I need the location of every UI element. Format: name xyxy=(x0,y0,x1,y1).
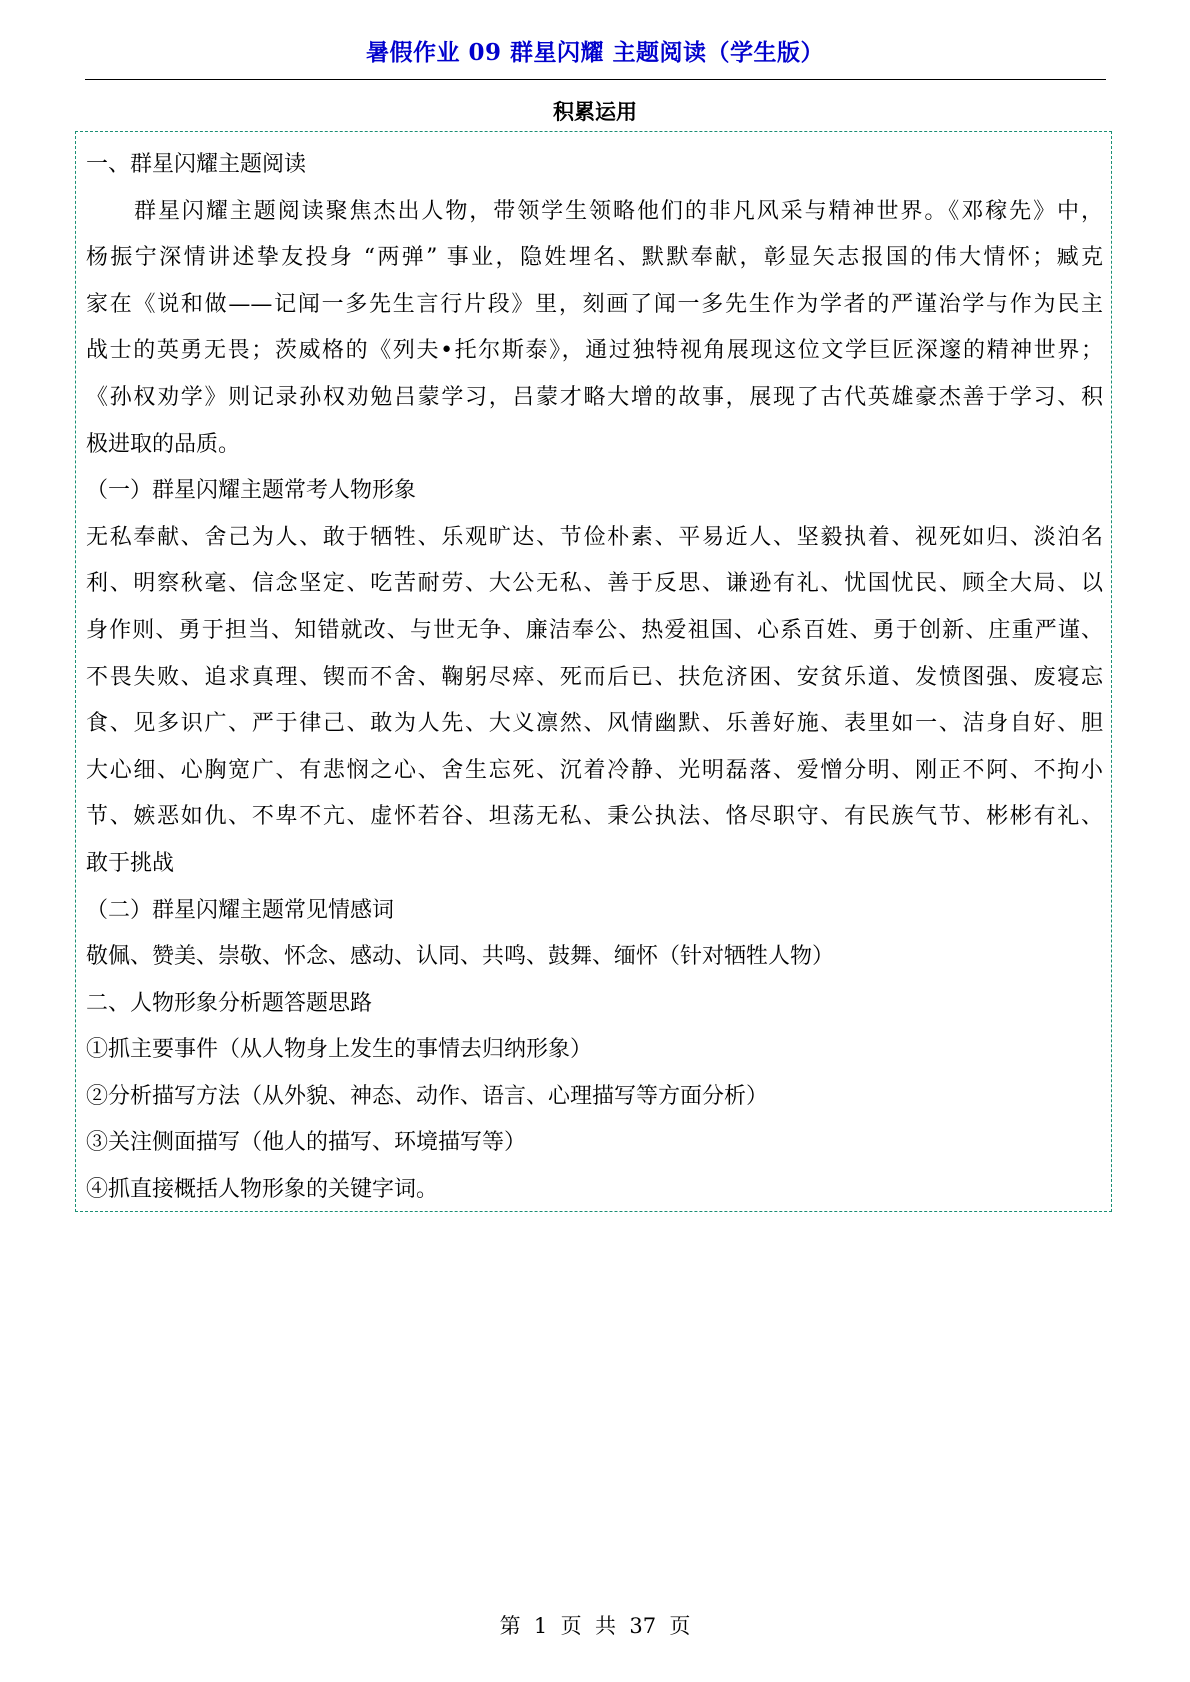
traits-line: 不畏失败、追求真理、锲而不舍、鞠躬尽瘁、死而后已、扶危济困、安贫乐道、发愤图强、废寝忘 xyxy=(86,664,1103,690)
content-box xyxy=(75,131,1112,1212)
traits-line: 利、明察秋毫、信念坚定、吃苦耐劳、大公无私、善于反思、谦逊有礼、忧国忧民、顾全大局、以 xyxy=(86,571,1103,597)
document-header-title: 暑假作业 09 群星闪耀 主题阅读（学生版） xyxy=(365,39,825,66)
intro-line: 群星闪耀主题阅读聚焦杰出人物，带领学生领略他们的非凡风采与精神世界。《邓稼先》中， xyxy=(134,198,1103,224)
step-item: ④抓直接概括人物形象的关键字词。 xyxy=(86,1177,439,1203)
emotion-words: 敬佩、赞美、崇敬、怀念、感动、认同、共鸣、鼓舞、缅怀（针对牺牲人物） xyxy=(86,944,835,970)
page-number-footer: 第 1 页 共 37 页 xyxy=(499,1614,691,1638)
traits-line: 敢于挑战 xyxy=(86,850,175,876)
part2-title: 二、人物形象分析题答题思路 xyxy=(86,990,373,1016)
step-item: ③关注侧面描写（他人的描写、环境描写等） xyxy=(86,1130,527,1156)
sub2-title: （二）群星闪耀主题常见情感词 xyxy=(86,897,395,923)
intro-paragraph xyxy=(86,189,1103,469)
intro-line: 杨振宁深情讲述挚友投身 “两弹” 事业，隐姓埋名、默默奉献，彰显矢志报国的伟大情怀；臧克 xyxy=(86,245,1103,271)
header-divider xyxy=(85,79,1106,80)
step-item: ①抓主要事件（从人物身上发生的事情去归纳形象） xyxy=(86,1037,593,1063)
sub1-title: （一）群星闪耀主题常考人物形象 xyxy=(86,478,417,504)
section-heading: 积累运用 xyxy=(553,99,637,124)
traits-line: 大心细、心胸宽广、有悲悯之心、舍生忘死、沉着冷静、光明磊落、爱憎分明、刚正不阿、不拘小 xyxy=(86,757,1103,783)
intro-line: 极进取的品质。 xyxy=(86,431,241,457)
traits-line: 节、嫉恶如仇、不卑不亢、虚怀若谷、坦荡无私、秉公执法、恪尽职守、有民族气节、彬彬有礼、 xyxy=(86,804,1103,830)
part1-title: 一、群星闪耀主题阅读 xyxy=(86,152,307,177)
traits-paragraph xyxy=(86,515,1103,888)
step-item: ②分析描写方法（从外貌、神态、动作、语言、心理描写等方面分析） xyxy=(86,1083,769,1109)
intro-line: 《孙权劝学》则记录孙权劝勉吕蒙学习，吕蒙才略大增的故事，展现了古代英雄豪杰善于学习、积 xyxy=(86,384,1103,410)
traits-line: 食、见多识广、严于律己、敢为人先、大义凛然、风情幽默、乐善好施、表里如一、洁身自好、胆 xyxy=(86,711,1103,737)
traits-line: 身作则、勇于担当、知错就改、与世无争、廉洁奉公、热爱祖国、心系百姓、勇于创新、庄重严谨、 xyxy=(86,617,1103,643)
intro-line: 战士的英勇无畏；茨威格的《列夫•托尔斯泰》，通过独特视角展现这位文学巨匠深邃的精神世界； xyxy=(86,338,1103,364)
intro-line: 家在《说和做——记闻一多先生言行片段》里，刻画了闻一多先生作为学者的严谨治学与作为民主 xyxy=(86,291,1103,317)
traits-line: 无私奉献、舍己为人、敢于牺牲、乐观旷达、节俭朴素、平易近人、坚毅执着、视死如归、淡泊名 xyxy=(86,524,1103,550)
